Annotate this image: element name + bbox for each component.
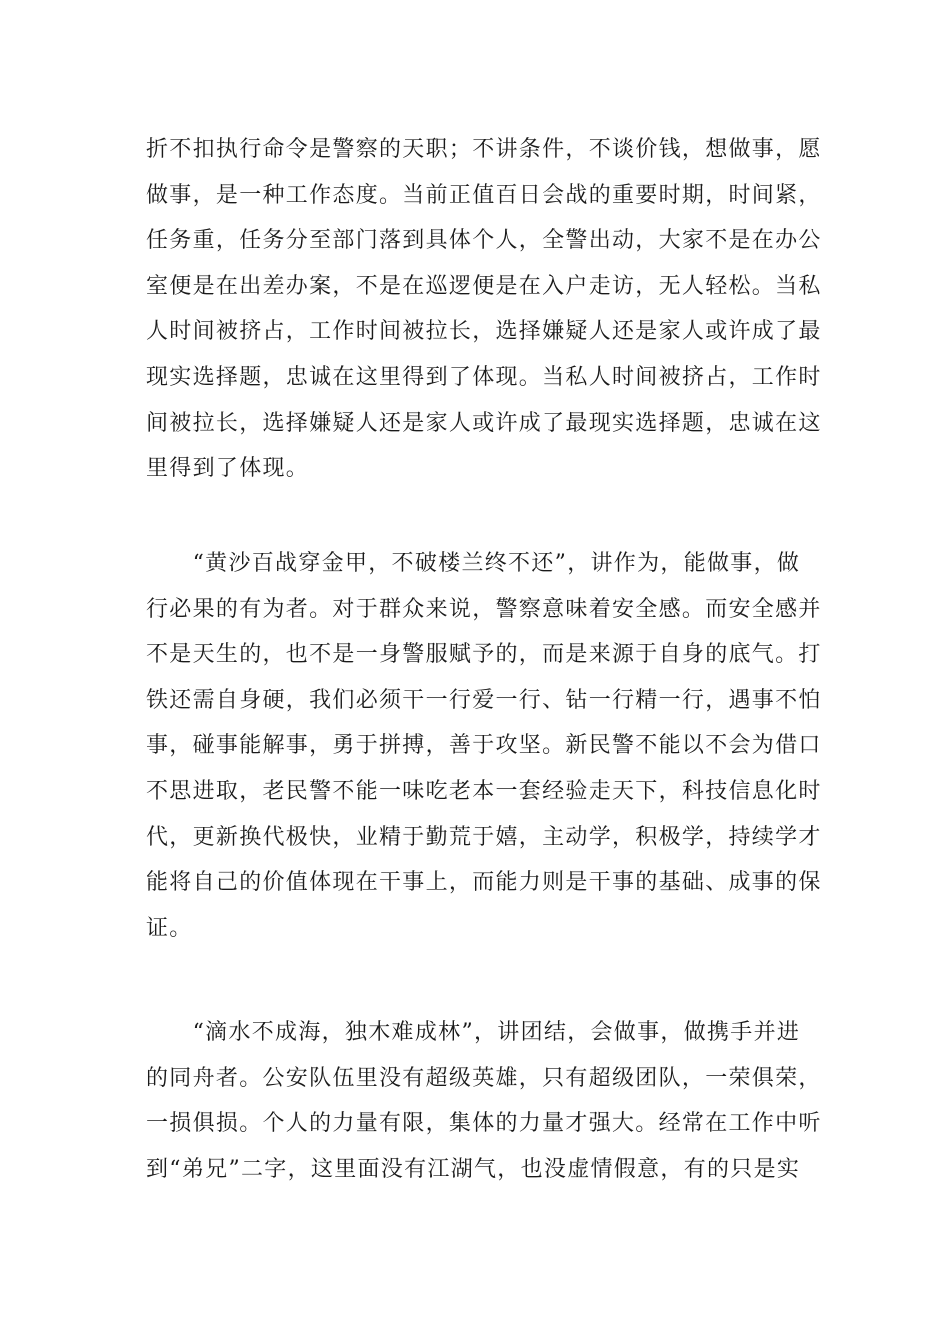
paragraph-loyalty bbox=[146, 127, 822, 492]
text-line: 室便是在出差办案，不是在巡逻便是在入户走访，无人轻松。当私 bbox=[146, 273, 822, 299]
text-line: 任务重，任务分至部门落到具体个人，全警出动，大家不是在办公 bbox=[146, 228, 822, 254]
paragraph-action bbox=[146, 541, 822, 951]
text-line: “黄沙百战穿金甲，不破楼兰终不还”，讲作为，能做事，做 bbox=[146, 551, 801, 576]
text-line: 的同舟者。公安队伍里没有超级英雄，只有超级团队，一荣俱荣， bbox=[146, 1065, 822, 1091]
text-line: “滴水不成海，独木难成林”，讲团结，会做事，做携手并进 bbox=[146, 1020, 801, 1045]
text-line: 折不扣执行命令是警察的天职；不讲条件，不谈价钱，想做事，愿 bbox=[146, 137, 822, 162]
text-line: 事，碰事能解事，勇于拼搏，善于攻坚。新民警不能以不会为借口 bbox=[146, 733, 822, 759]
text-line: 不是天生的，也不是一身警服赋予的，而是来源于自身的底气。打 bbox=[146, 642, 822, 668]
text-line: 能将自己的价值体现在干事上，而能力则是干事的基础、成事的保 bbox=[146, 870, 822, 896]
text-line: 代，更新换代极快，业精于勤荒于嬉，主动学，积极学，持续学才 bbox=[146, 824, 822, 850]
text-line: 证。 bbox=[146, 915, 193, 941]
text-line: 做事，是一种工作态度。当前正值百日会战的重要时期，时间紧， bbox=[146, 182, 822, 208]
text-line: 一损俱损。个人的力量有限，集体的力量才强大。经常在工作中听 bbox=[146, 1111, 822, 1137]
text-line: 不思进取，老民警不能一味吃老本一套经验走天下，科技信息化时 bbox=[146, 778, 822, 804]
text-line: 铁还需自身硬，我们必须干一行爱一行、钻一行精一行，遇事不怕 bbox=[146, 687, 822, 713]
text-line: 现实选择题，忠诚在这里得到了体现。当私人时间被挤占，工作时 bbox=[146, 364, 822, 390]
text-line: 人时间被挤占，工作时间被拉长，选择嫌疑人还是家人或许成了最 bbox=[146, 319, 822, 345]
text-line: 到“弟兄”二字，这里面没有江湖气，也没虚情假意，有的只是实 bbox=[146, 1156, 801, 1182]
paragraph-unity bbox=[146, 1010, 822, 1192]
text-line: 里得到了体现。 bbox=[146, 456, 310, 482]
text-line: 行必果的有为者。对于群众来说，警察意味着安全感。而安全感并 bbox=[146, 596, 822, 622]
text-line: 间被拉长，选择嫌疑人还是家人或许成了最现实选择题，忠诚在这 bbox=[146, 410, 822, 436]
